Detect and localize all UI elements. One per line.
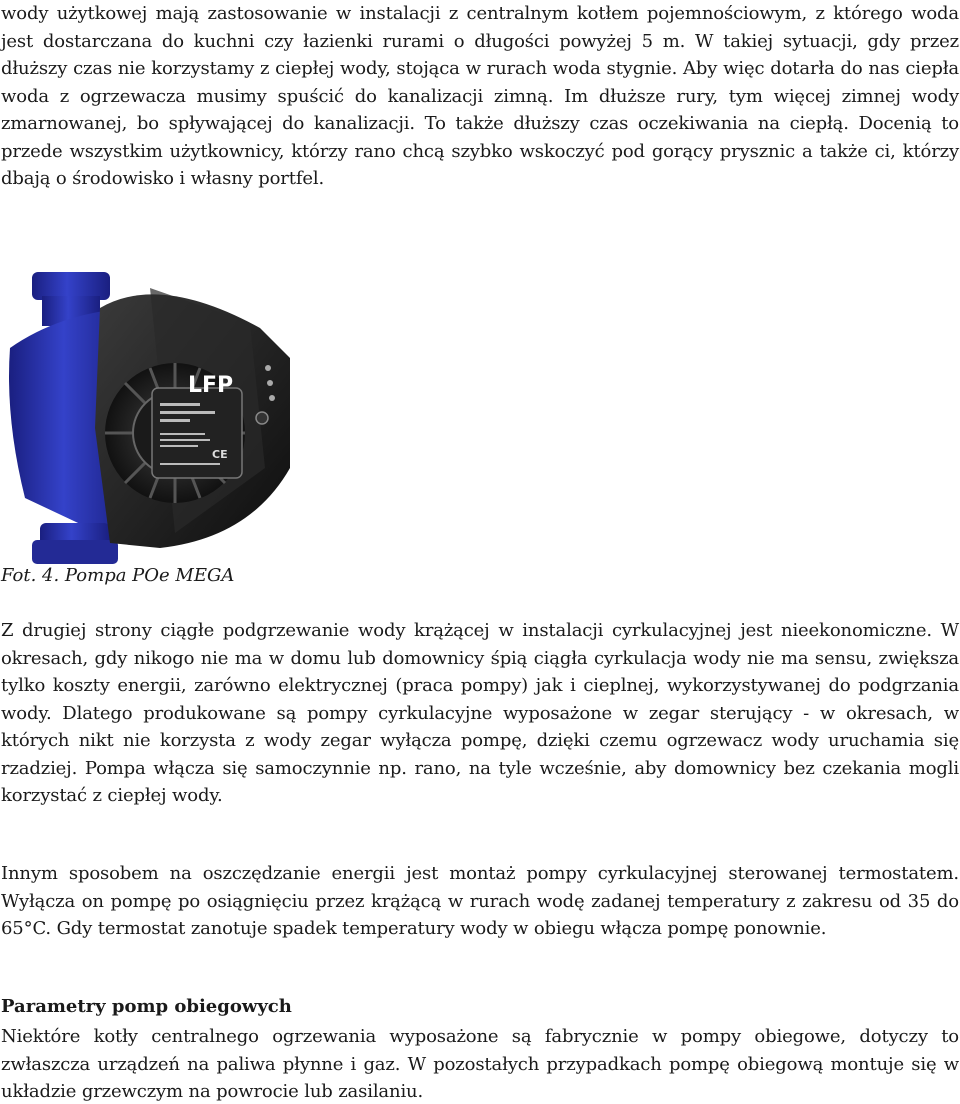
brand-logo: LFP	[188, 373, 234, 398]
paragraph-economics: Z drugiej strony ciągłe podgrzewanie wody krążącej w instalacji cyrkulacyjnej jest nieekonomiczne. W okresach, gdy nikogo nie ma w domu lub domownicy śpią ciągła cyrkulacja wody nie ma sensu, zwiększa tylko koszty energii, zarówno elektrycznej (praca pompy) jak i cieplnej, wykorzystywanej do podgrzania wody. Dlatego produkowane są pompy cyrkulacyjne wyposażone w zegar sterujący - w okresach, w których nikt nie korzysta z wody zegar wyłącza pompę, dzięki czemu ogrzewacz wody uruchamia się rzadziej. Pompa włącza się samoczynnie np. rano, na tyle wcześnie, aby domownicy bez czekania mogli korzystać z ciepłej wody.	[1, 620, 959, 806]
paragraph-thermostat: Innym sposobem na oszczędzanie energii jest montaż pompy cyrkulacyjnej sterowanej termostatem. Wyłącza on pompę po osiągnięciu przez krążącą w rurach wodę zadanej temperatury z zakresu od 35 do 65°C. Gdy termostat zanotuje spadek temperatury wody w obiegu włącza pompę ponownie.	[1, 863, 959, 939]
paragraph-parameters: Niektóre kotły centralnego ogrzewania wyposażone są fabrycznie w pompy obiegowe, dotyczy to zwłaszcza urządzeń na paliwa płynne i gaz. W pozostałych przypadkach pompę obiegową montuje się w układzie grzewczym na powrocie lub zasilaniu.	[1, 1026, 959, 1102]
pump-photo	[0, 268, 300, 568]
ce-mark: CE	[212, 448, 228, 461]
paragraph-intro: wody użytkowej mają zastosowanie w instalacji z centralnym kotłem pojemnościowym, z którego woda jest dostarczana do kuchni czy łazienki rurami o długości powyżej 5 m. W takiej sytuacji, gdy przez dłuższy czas nie korzystamy z ciepłej wody, stojąca w rurach woda stygnie. Aby więc dotarła do nas ciepła woda z ogrzewacza musimy spuścić do kanalizacji zimną. Im dłuższe rury, tym więcej zimnej wody zmarnowanej, bo spływającej do kanalizacji. To także dłuższy czas oczekiwania na ciepłą. Docenią to przede wszystkim użytkownicy, którzy rano chcą szybko wskoczyć pod gorący prysznic a także ci, którzy dbają o środowisko i własny portfel.	[1, 3, 959, 189]
section-heading: Parametry pomp obiegowych	[1, 996, 292, 1017]
figure-caption: Fot. 4. Pompa POe MEGA	[1, 565, 235, 586]
pump-illustration	[0, 268, 300, 568]
